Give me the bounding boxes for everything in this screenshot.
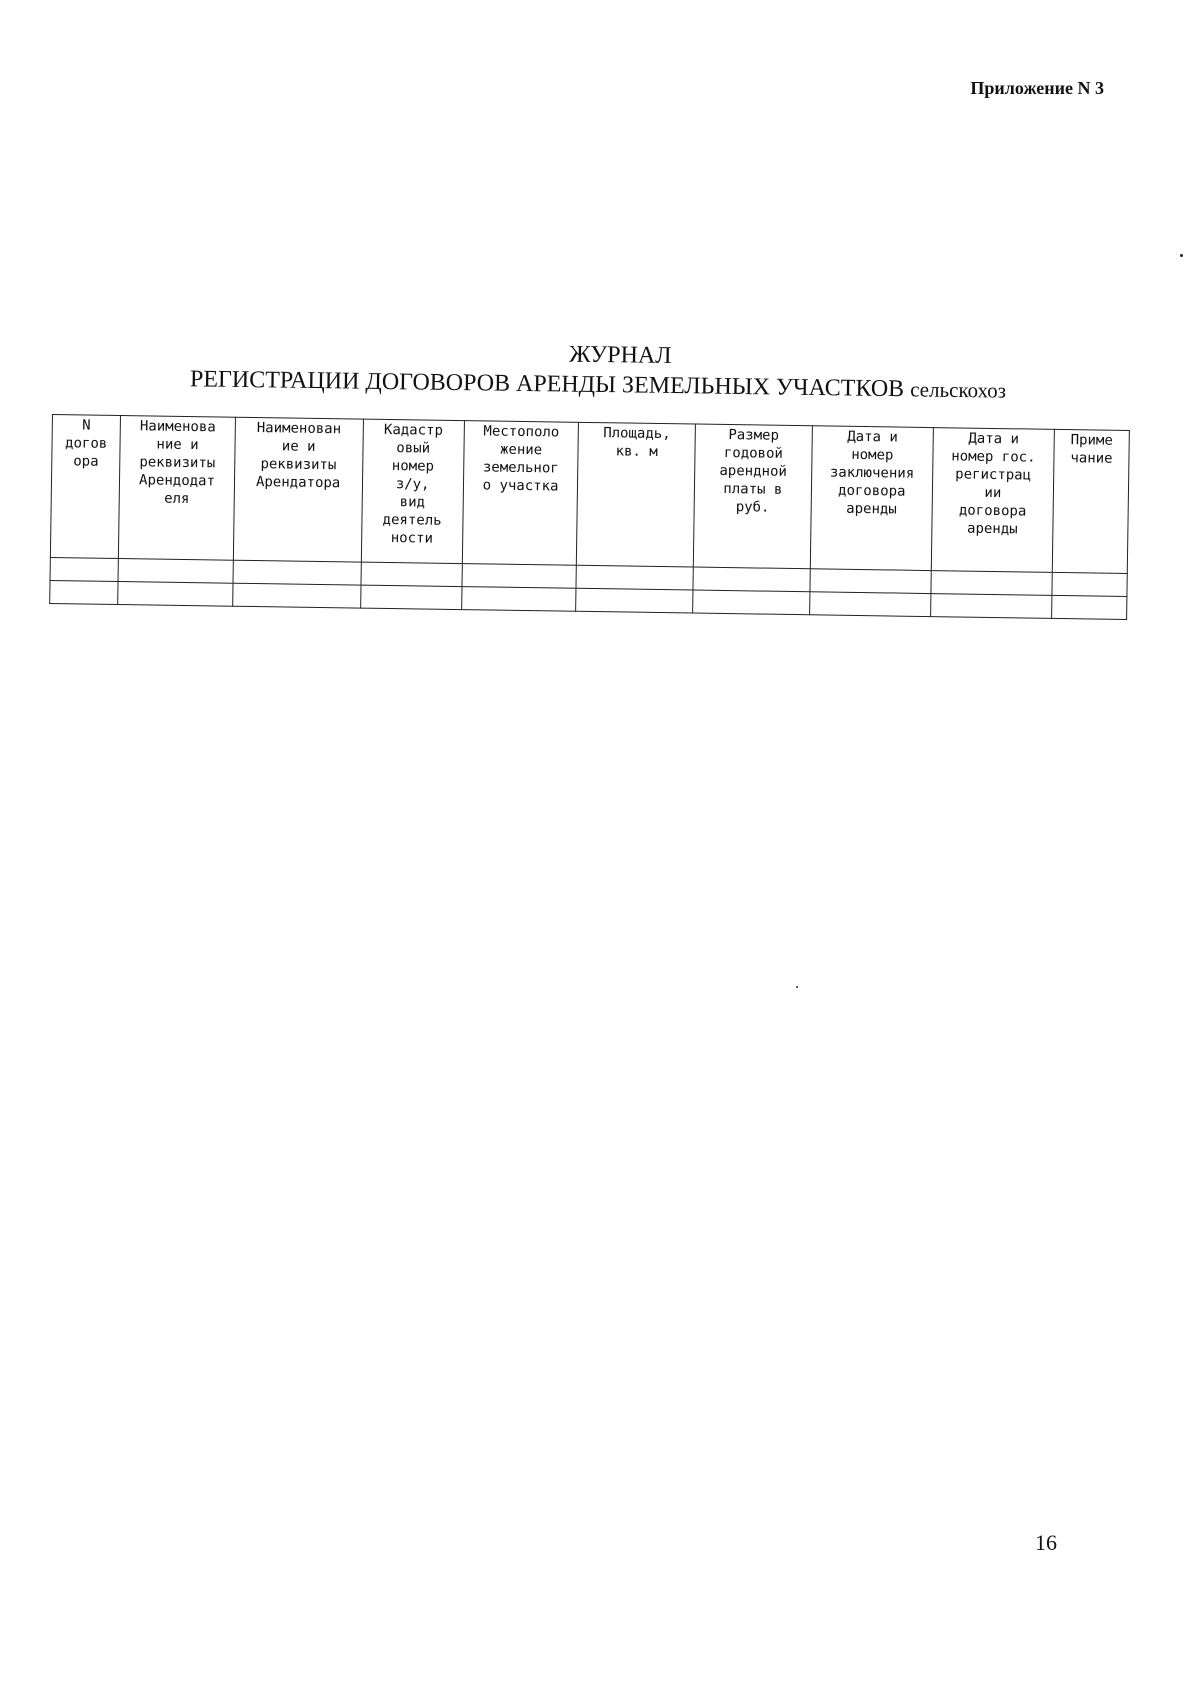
- header-area: Площадь, кв. м: [577, 422, 696, 567]
- page-number: 16: [1035, 1530, 1057, 1555]
- header-row: [50, 415, 1129, 574]
- table-cell: [361, 562, 463, 587]
- table-cell: [232, 583, 360, 608]
- table-cell: [810, 569, 931, 594]
- header-lessor: Наименова ние и реквизиты Арендодат еля: [119, 416, 236, 561]
- table-cell: [809, 592, 930, 617]
- header-location: Местополо жение земельног о участка: [462, 421, 579, 566]
- table-cell: [693, 590, 810, 615]
- table-cell: [50, 580, 119, 604]
- table-cell: [461, 587, 576, 612]
- header-cadastral-number: Кадастр овый номер з/у, вид деятель ности: [361, 419, 464, 563]
- table-cell: [693, 567, 810, 592]
- table-cell: [118, 559, 233, 584]
- appendix-label: Приложение N 3: [970, 78, 1104, 98]
- header-annual-rent: Размер годовой арендной платы в руб.: [693, 424, 812, 569]
- table-cell: [576, 565, 693, 590]
- table-cell: [50, 557, 119, 581]
- table-cell: [462, 564, 577, 589]
- title-line-2-tail: сельскохоз: [909, 377, 1007, 403]
- table-cell: [118, 582, 233, 607]
- scan-speck: [796, 986, 798, 988]
- header-contract-number: N догов ора: [50, 415, 120, 559]
- table-cell: [360, 585, 462, 610]
- title-line-2-main: РЕГИСТРАЦИИ ДОГОВОРОВ АРЕНДЫ ЗЕМЕЛЬНЫХ УЧАСТКОВ: [189, 366, 905, 403]
- table-cell: [930, 594, 1051, 619]
- document-title: [0, 332, 1200, 403]
- journal-table-wrapper: [49, 414, 1130, 620]
- table-cell: [233, 560, 361, 585]
- title-line-1: ЖУРНАЛ: [568, 341, 672, 369]
- table-cell: [1052, 595, 1127, 619]
- table-cell: [931, 571, 1052, 596]
- header-lessee: Наименован ие и реквизиты Арендатора: [233, 417, 363, 562]
- table-cell: [1052, 572, 1127, 596]
- header-note: Приме чание: [1052, 429, 1129, 573]
- journal-table: [49, 414, 1130, 620]
- header-conclusion-date: Дата и номер заключения договора аренды: [810, 426, 933, 571]
- table-cell: [576, 588, 693, 613]
- header-registration-date: Дата и номер гос. регистрац ии договора аренды: [931, 428, 1054, 573]
- scan-speck: [1180, 254, 1183, 257]
